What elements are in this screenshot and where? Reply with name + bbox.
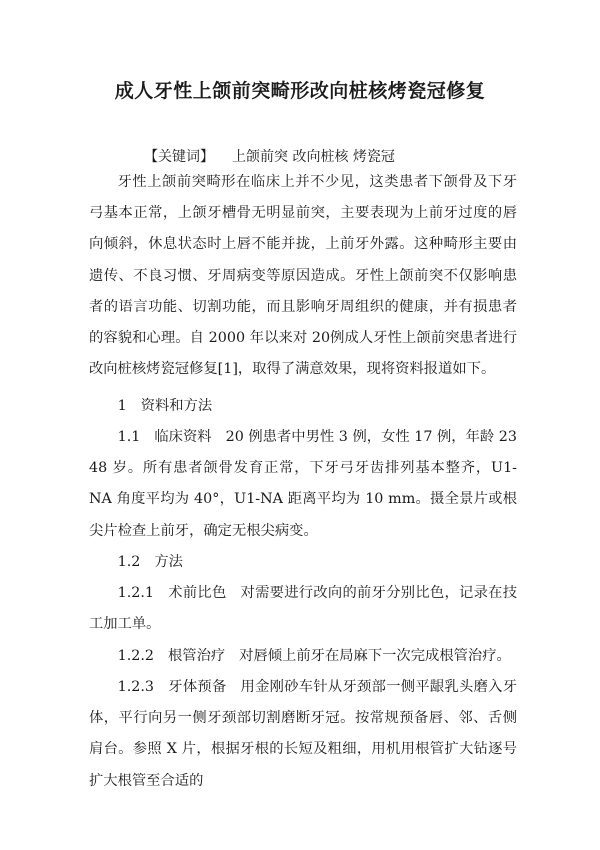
section-number: 1.1 — [117, 429, 141, 445]
section-body: 20 例患者中男性 3 例，女性 17 例，年龄 23 48 岁。所有患者颌骨发育正常，下牙弓牙齿排列基本整齐，U1-NA 角度平均为 40°，U1-NA 距离平均为 10 mm。摄全景片或根尖片检查上前牙，确定无根尖病变。 — [89, 429, 517, 539]
keywords-label: 【关键词】 — [144, 149, 214, 165]
section-number: 1.2.1 — [117, 585, 154, 601]
section-title: 资料和方法 — [140, 398, 213, 414]
section-1-1-paragraph — [89, 422, 517, 547]
section-number: 1.2 — [117, 554, 141, 570]
article-title: 成人牙性上颌前突畸形改向桩核烤瓷冠修复 — [114, 80, 486, 102]
section-1-2-heading — [89, 547, 517, 578]
section-number: 1.2.2 — [117, 648, 154, 664]
section-heading: 临床资料 — [154, 429, 212, 445]
section-number: 1.2.3 — [117, 679, 154, 695]
section-1-2-1-paragraph — [89, 578, 517, 640]
section-heading: 根管治疗 — [167, 648, 226, 664]
section-body: 对需要进行改向的前牙分别比色，记录在技工加工单。 — [89, 585, 518, 633]
section-heading: 方法 — [154, 554, 183, 570]
section-number: 1 — [117, 398, 127, 414]
section-body: 用金刚砂车针从牙颈部一侧平龈乳头磨入牙体，平行向另一侧牙颈部切割磨断牙冠。按常规预备唇、邻、舌侧肩台。参照 X 片，根据牙根的长短及粗细，用机用根管扩大钻逐号扩大根管至合适的 — [89, 679, 518, 789]
section-1-2-3-paragraph — [89, 672, 517, 797]
section-heading: 术前比色 — [167, 585, 227, 601]
keywords-line — [144, 146, 395, 166]
section-heading: 牙体预备 — [167, 679, 227, 695]
section-1-heading — [89, 391, 517, 422]
keywords-value: 上颌前突 改向桩核 烤瓷冠 — [232, 149, 395, 165]
intro-paragraph: 牙性上颌前突畸形在临床上并不少见，这类患者下颌骨及下牙弓基本正常，上颌牙槽骨无明显前突，主要表现为上前牙过度的唇向倾斜，休息状态时上唇不能并拢，上前牙外露。这种畸形主要由遗传、不良习惯、牙周病变等原因造成。牙性上颌前突不仅影响患者的语言功能、切割功能，而且影响牙周组织的健康，并有损患者的容貌和心理。自 2000 年以来对 20例成人牙性上颌前突患者进行改向桩核烤瓷冠修复[1]，取得了满意效果，现将资料报道如下。 — [89, 174, 517, 378]
section-1-2-2-paragraph — [89, 641, 517, 672]
section-body: 对唇倾上前牙在局麻下一次完成根管治疗。 — [239, 648, 511, 664]
